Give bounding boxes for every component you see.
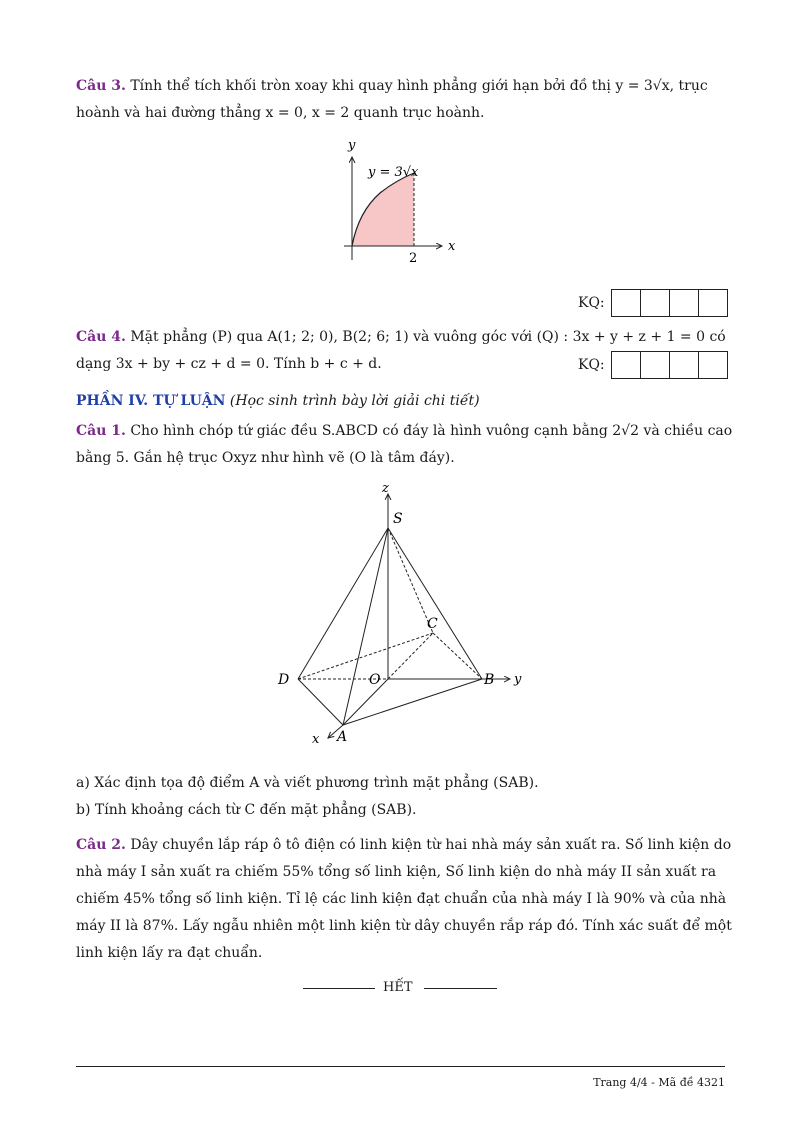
answer-box[interactable] [641,351,670,379]
tl2-line4: máy II là 87%. Lấy ngẫu nhiên một linh kiện từ dây chuyền rắp ráp đó. Tính xác suất để một [76,918,732,934]
cau3-x-label: x [448,239,456,254]
edge-SB [388,528,482,679]
pyramid-figure [270,478,540,748]
part4-subtitle: (Học sinh trình bày lời giải chi tiết) [229,393,480,409]
answer-box[interactable] [611,289,641,317]
part4-heading [76,388,480,414]
label-D: D [278,672,290,688]
cau3-text1: Tính thể tích khối tròn xoay khi quay hình phẳng giới hạn bởi đồ thị y = 3√x, trục [130,78,708,94]
cau4-kq-label: KQ: [578,357,605,373]
answer-box[interactable] [699,351,728,379]
page-footer: Trang 4/4 - Mã đề 4321 [593,1076,725,1089]
tl2-label: Câu 2. [76,837,126,853]
edge-DA [298,679,343,725]
label-S: S [393,511,403,527]
cau4-label: Câu 4. [76,329,126,345]
cau3-y-label: y [348,138,356,153]
label-z: z [382,481,389,496]
tl2-text1: Dây chuyền lắp ráp ô tô điện có linh kiện từ hai nhà máy sản xuất ra. Số linh kiện do [130,837,732,853]
edge-SA [343,528,388,725]
cau3-graph [330,135,470,270]
tl1-part-a: a) Xác định tọa độ điểm A và viết phương trình mặt phẳng (SAB). [76,775,539,791]
cau3-line2: hoành và hai đường thẳng x = 0, x = 2 quanh trục hoành. [76,105,485,121]
answer-box[interactable] [670,289,699,317]
tl1-label: Câu 1. [76,423,126,439]
edge-AB [343,679,482,725]
footer-rule [76,1066,725,1067]
cau3-label: Câu 3. [76,78,126,94]
label-O: O [369,672,381,688]
segment-OC [388,633,433,679]
end-rule-left [303,988,375,989]
cau4-line1 [76,324,726,350]
part4-title: PHẦN IV. TỰ LUẬN [76,393,226,409]
label-A: A [337,729,348,745]
end-rule-right [424,988,497,989]
edge-SD [298,528,388,679]
tl2-line1 [76,832,731,858]
tl1-line2: bằng 5. Gắn hệ trục Oxyz như hình vẽ (O là tâm đáy). [76,450,455,466]
answer-box[interactable] [670,351,699,379]
label-B: B [484,672,495,688]
answer-box[interactable] [699,289,728,317]
answer-box[interactable] [611,351,641,379]
cau3-answer [578,289,728,317]
segment-AO [343,679,388,725]
cau4-line2: dạng 3x + by + cz + d = 0. Tính b + c + d. [76,356,382,372]
cau3-line1 [76,73,708,99]
label-y: y [514,672,522,687]
answer-box[interactable] [641,289,670,317]
cau3-curve-label: y = 3√x [368,165,419,180]
cau4-answer [578,351,728,379]
tl1-line1 [76,418,732,444]
tl1-part-b: b) Tính khoảng cách từ C đến mặt phẳng (SAB). [76,802,417,818]
cau4-text1: Mặt phẳng (P) qua A(1; 2; 0), B(2; 6; 1) và vuông góc với (Q) : 3x + y + z + 1 = 0 có [130,329,726,345]
tl2-line2: nhà máy I sản xuất ra chiếm 55% tổng số linh kiện, Số linh kiện do nhà máy II sản xuất ra [76,864,717,880]
label-C: C [427,616,438,632]
cau3-kq-label: KQ: [578,295,605,311]
cau3-x-tick: 2 [409,251,418,266]
tl2-line5: linh kiện lấy ra đạt chuẩn. [76,945,263,961]
end-mark: HẾT [383,980,413,995]
cau3-shaded-region [352,173,414,246]
tl2-line3: chiếm 45% tổng số linh kiện. Tỉ lệ các linh kiện đạt chuẩn của nhà máy I là 90% và của nhà [76,891,727,907]
tl1-text1: Cho hình chóp tứ giác đều S.ABCD có đáy là hình vuông cạnh bằng 2√2 và chiều cao [130,423,733,439]
label-x: x [312,732,320,747]
edge-DC [298,633,433,679]
